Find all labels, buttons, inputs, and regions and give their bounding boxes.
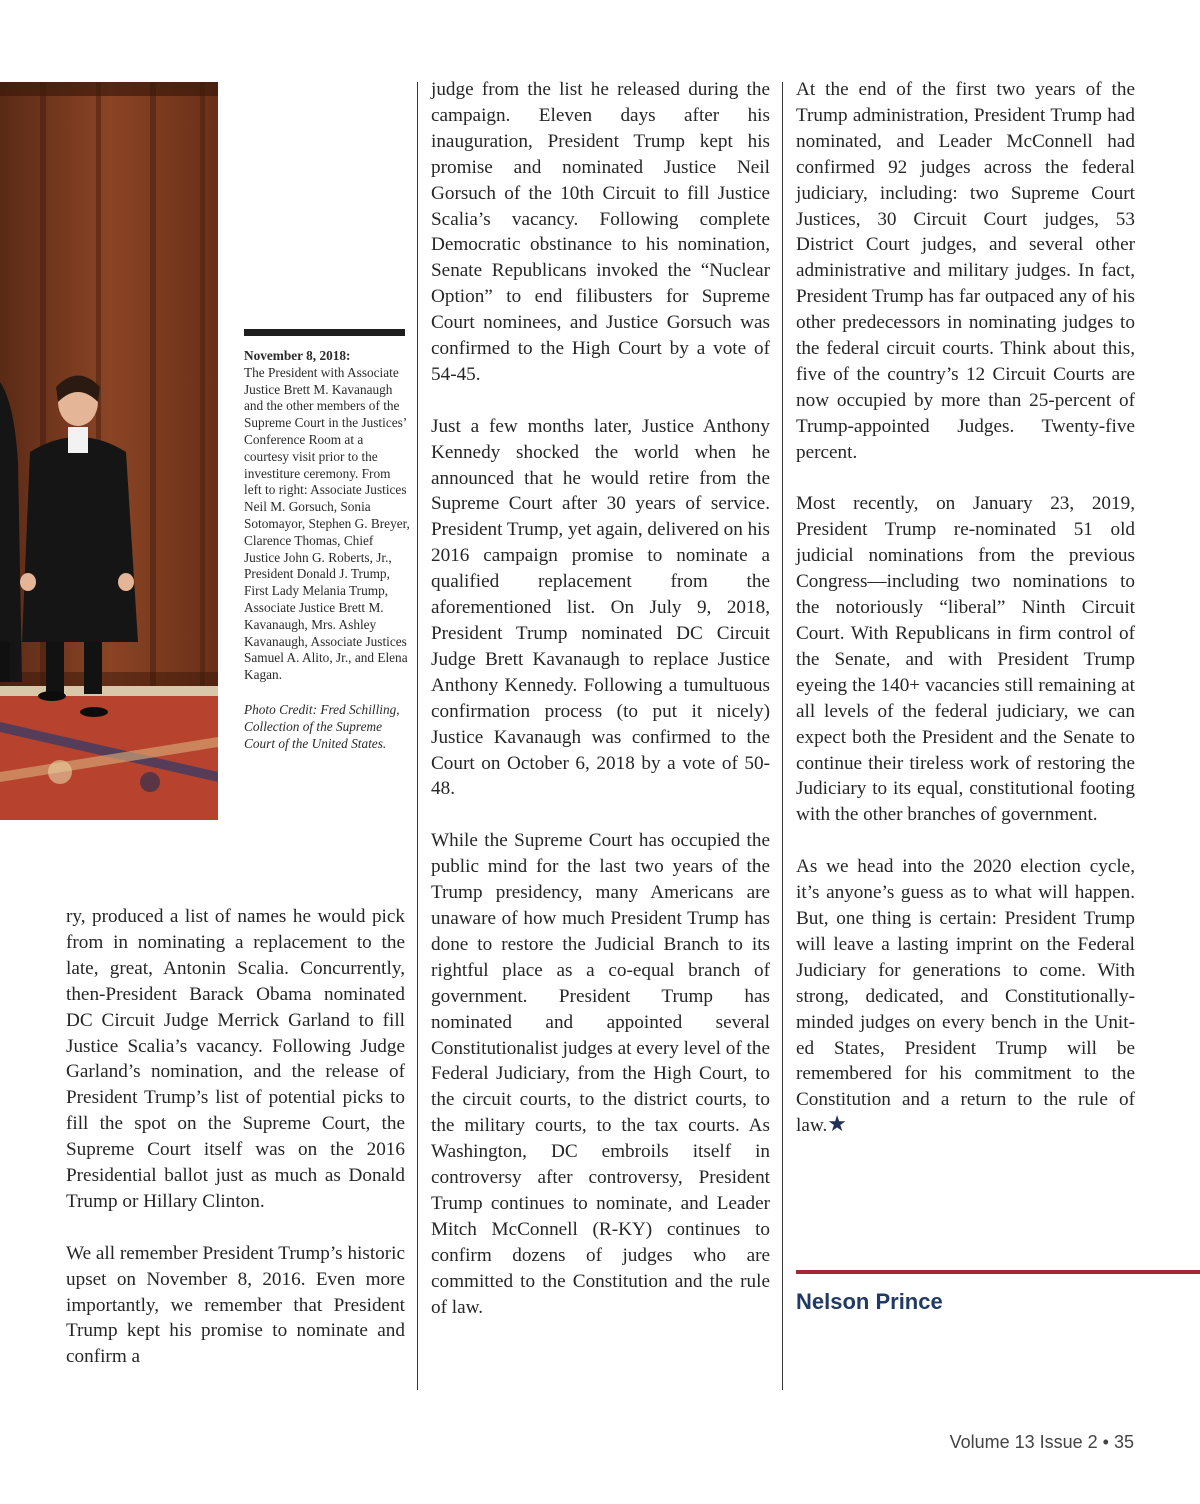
article-column-1 <box>66 904 405 1370</box>
photo-credit: Photo Credit: Fred Schilling, Collection of the Supreme Court of the United States. <box>244 701 400 751</box>
justices-photo <box>0 82 218 820</box>
final-text: As we head into the 2020 election cycle, it’s anyone’s guess as to what will happen. But, one thing is certain: President Trump will leave a lasting imprint on the Federal Judiciary for generations to come. With strong, dedicated, and Constitutionally-minded judges on every bench in the United States, President Trump will be remembered for his commitment to the Constitution and a return to the rule of law. <box>796 856 1135 1137</box>
paragraph: ry, produced a list of names he would pick from in nominating a replacement to the late, great, Antonin Scalia. Concurrently, then-President Barack Obama nominated DC Circuit Judge Merrick Garland to fill Justice Scalia’s vacancy. Following Judge Garland’s nomination, and the release of President Trump’s list of potential picks to fill the spot on the Supreme Court, the Supreme Court itself was on the 2016 Presidential ballot just as much as Donald Trump or Hillary Clinton. <box>66 906 405 1212</box>
article-column-3 <box>796 77 1135 1139</box>
author-name: Nelson Prince <box>796 1289 943 1314</box>
paragraph-final <box>796 854 1135 1139</box>
column-divider <box>417 82 418 1390</box>
caption-body: The President with Associate Justice Brett M. Kavanaugh and the other members of the Supreme Court in the Justices’ Conference Room at a courtesy visit prior to the investiture ceremony. From left to right: Associate Justices Neil M. Gorsuch, Sonia Sotomayor, Stephen G. Breyer, Clarence Thomas, Chief Justice John G. Roberts, Jr., President Donald J. Trump, First Lady Melania Trump, Associate Justice Brett M. Kavanaugh, Mrs. Ashley Kavanaugh, Associate Justices Samuel A. Alito, Jr., and Elena Kagan. <box>244 364 410 683</box>
article-column-2 <box>431 77 770 1320</box>
paragraph: While the Supreme Court has occupied the public mind for the last two years of the Trump presidency, many Americans are unaware of how much President Trump has done to restore the Judicial Branch to its rightful place as a co-equal branch of government. President Trump has nominated and appointed several Constitutionalist judges at every level of the Federal Judiciary, from the High Court, to the circuit courts, to the district courts, to the military courts, to the tax courts. As Washington, DC embroils itself in controversy after controversy, President Trump continues to nominate, and Leader Mitch McConnell (R-KY) continues to confirm dozens of judges who are committed to the Constitution and the rule of law. <box>431 830 770 1318</box>
paragraph: We all remember President Trump’s historic upset on November 8, 2016. Even more importantly, we remember that President Trump kept his promise to nominate and confirm a <box>66 1242 405 1368</box>
caption-date: November 8, 2018: <box>244 348 351 363</box>
author-rule <box>796 1270 1200 1274</box>
column-divider <box>782 82 783 1390</box>
justices-photo-icon <box>0 82 218 820</box>
page-footer: Volume 13 Issue 2 • 35 <box>949 1432 1134 1452</box>
photo-caption <box>244 348 410 752</box>
paragraph: Just a few months later, Justice Anthony Kennedy shocked the world when he announced that he would retire from the Supreme Court after 30 years of service. President Trump, yet again, delivered on his 2016 campaign promise to nominate a qualified replacement from the aforementioned list. On July 9, 2018, President Trump nominated DC Circuit Judge Brett Kavanaugh to replace Justice Anthony Kennedy. Following a tumultuous confirmation process (to put it nicely) Justice Kavanaugh was confirmed to the Court on October 6, 2018 by a vote of 50-48. <box>431 415 770 800</box>
end-star-icon: ★ <box>827 1111 847 1137</box>
paragraph: Most recently, on January 23, 2019, President Trump re-nominated 51 old judicial nominations from the previous Congress—including two nominations to the notoriously “liberal” Ninth Circuit Court. With Republicans in firm control of the Senate, and with President Trump eyeing the 140+ vacancies still remaining at all levels of the federal judiciary, we can expect both the President and the Senate to continue their tireless work of restoring the Judiciary to its equal, constitutional footing with the other branches of government. <box>796 493 1135 826</box>
paragraph: judge from the list he released during the campaign. Eleven days after his inauguration, President Trump kept his promise and nominated Justice Neil Gorsuch of the 10th Circuit to fill Justice Scalia’s vacancy. Following complete Democratic obstinance to his nomination, Senate Republicans invoked the “Nuclear Option” to end filibusters for Supreme Court nominees, and Justice Gorsuch was confirmed to the High Court by a vote of 54-45. <box>431 79 770 385</box>
paragraph: At the end of the first two years of the Trump administration, President Trump had nominated, and Leader McConnell had confirmed 92 judges across the federal judiciary, including: two Supreme Court Justices, 30 Circuit Court judges, 53 District Court judges, and several other administrative and military judges. In fact, President Trump has far outpaced any of his other predecessors in nominating judges to the federal circuit courts. Think about this, five of the country’s 12 Circuit Courts are now occupied by more than 25-percent of Trump-appointed Judges. Twenty-five percent. <box>796 79 1135 463</box>
caption-rule <box>244 329 405 336</box>
